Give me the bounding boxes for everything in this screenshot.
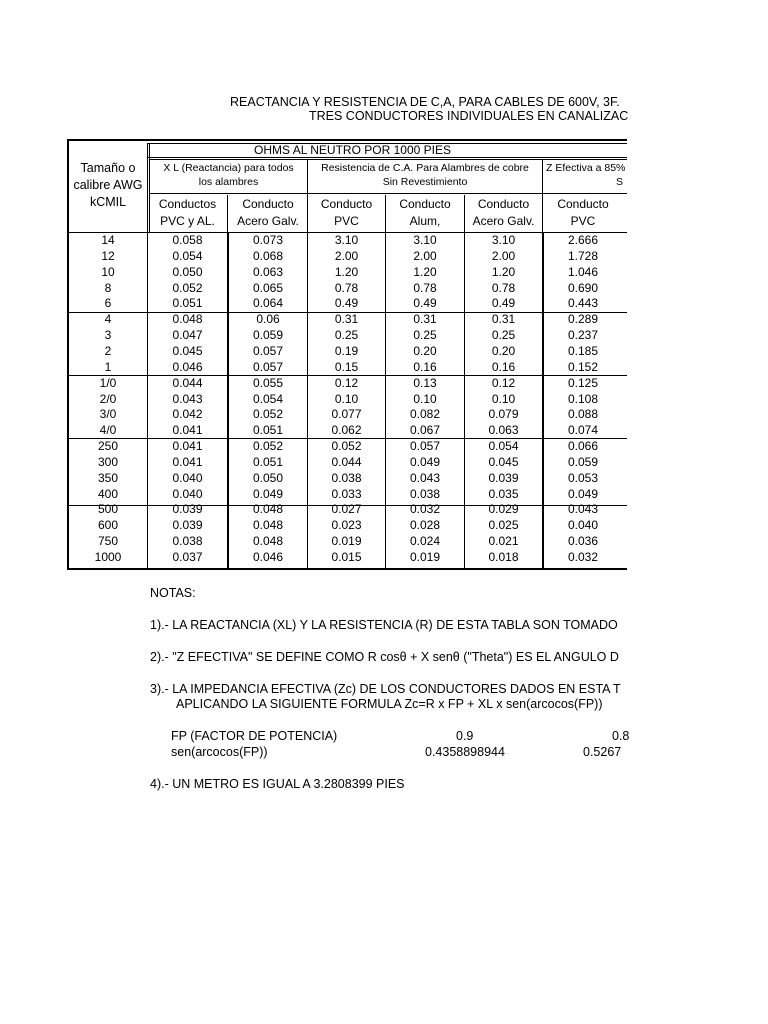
fp-value-1: 0.9 <box>456 729 474 743</box>
table-cell: 3.10 <box>491 233 516 247</box>
note-2: 2).- "Z EFECTIVA" SE DEFINE COMO R cosθ + X senθ ("Theta") ES EL ANGULO D <box>150 650 619 664</box>
size-cell: 1 <box>104 359 112 374</box>
table-cell: 0.063 <box>488 423 519 438</box>
size-cell: 250 <box>97 439 119 454</box>
size-cell: 4/0 <box>99 423 117 438</box>
table-cell: 0.038 <box>331 470 362 485</box>
note-4: 4).- UN METRO ES IGUAL A 3.2808399 PIES <box>150 777 405 791</box>
table-cell: 0.039 <box>172 518 203 533</box>
fp-label: FP (FACTOR DE POTENCIA) <box>171 729 338 743</box>
column-header: Conducto PVC <box>557 197 609 228</box>
table-cell: 0.055 <box>252 375 284 390</box>
size-cell: 3 <box>104 328 112 343</box>
document-subtitle: TRES CONDUCTORES INDIVIDUALES EN CANALIZAC <box>309 109 629 123</box>
size-cell: 14 <box>101 233 115 247</box>
size-cell: 8 <box>104 280 112 295</box>
table-cell: 0.10 <box>491 391 516 406</box>
table-cell: 0.067 <box>409 423 441 438</box>
table-cell: 0.048 <box>252 518 284 533</box>
table-cell: 0.057 <box>252 359 284 374</box>
table-cell: 0.054 <box>252 391 284 406</box>
table-cell: 0.062 <box>331 423 362 438</box>
table-cell: 0.25 <box>334 328 359 343</box>
table-cell: 0.082 <box>409 407 441 422</box>
table-cell: 1.20 <box>334 264 359 279</box>
table-cell: 0.06 <box>256 312 280 327</box>
column-header: Conducto Acero Galv. <box>472 197 535 228</box>
size-cell: 750 <box>97 534 119 549</box>
notes-heading: NOTAS: <box>150 586 196 600</box>
table-cell: 2.00 <box>334 248 359 263</box>
table-cell: 0.035 <box>488 486 519 501</box>
table-cell: 0.047 <box>172 328 203 343</box>
fp-value-2: 0.8 <box>612 729 630 743</box>
table-cell: 0.043 <box>567 502 599 517</box>
table-cell: 0.048 <box>252 534 284 549</box>
table-cell: 0.048 <box>172 312 203 327</box>
table-cell: 0.052 <box>252 439 284 454</box>
table-cell: 0.040 <box>172 470 203 485</box>
table-cell: 1.20 <box>413 264 437 279</box>
table-cell: 0.185 <box>567 343 599 358</box>
group-header-reactance: X L (Reactancia) para todos los alambres <box>163 162 294 188</box>
table-cell: 0.054 <box>488 439 519 454</box>
table-cell: 0.052 <box>252 407 284 422</box>
group-header-resistance: Resistencia de C.A. Para Alambres de cobre Sin Revestimiento <box>321 162 529 188</box>
table-cell: 0.10 <box>413 391 437 406</box>
table-cell: 0.040 <box>172 486 203 501</box>
table-cell: 0.048 <box>252 502 284 517</box>
table-cell: 0.049 <box>252 486 284 501</box>
size-cell: 1000 <box>94 550 122 564</box>
column-header: Conductos PVC y AL. <box>158 197 217 228</box>
table-cell: 0.088 <box>567 407 599 422</box>
table-cell: 2.00 <box>413 248 437 263</box>
table-cell: 0.033 <box>331 486 362 501</box>
table-cell: 0.050 <box>172 264 203 279</box>
size-cell: 500 <box>97 502 119 517</box>
size-cell: 12 <box>101 248 115 263</box>
table-cell: 0.78 <box>334 280 359 295</box>
table-cell: 0.108 <box>567 391 599 406</box>
table-cell: 0.015 <box>331 550 362 564</box>
table-cell: 0.059 <box>252 328 284 343</box>
size-cell: 1/0 <box>99 375 117 390</box>
table-cell: 0.16 <box>491 359 516 374</box>
table-cell: 0.066 <box>567 439 599 454</box>
table-cell: 0.050 <box>252 470 284 485</box>
table-cell: 0.690 <box>567 280 599 295</box>
table-cell: 0.021 <box>488 534 519 549</box>
table-cell: 1.046 <box>567 264 599 279</box>
table-cell: 0.036 <box>567 534 599 549</box>
table-cell: 0.054 <box>172 248 203 263</box>
table-cell: 0.049 <box>409 454 441 469</box>
table-cell: 0.16 <box>413 359 437 374</box>
size-cell: 300 <box>97 454 119 469</box>
table-cell: 0.052 <box>331 439 362 454</box>
table-cell: 0.065 <box>252 280 284 295</box>
table-cell: 0.13 <box>413 375 437 390</box>
size-cell: 350 <box>97 470 119 485</box>
column-header: Conducto Acero Galv. <box>237 197 299 228</box>
size-cell: 400 <box>97 486 119 501</box>
table-cell: 2.666 <box>567 233 599 247</box>
table-cell: 0.049 <box>567 486 599 501</box>
table-cell: 0.043 <box>409 470 441 485</box>
table-cell: 0.025 <box>488 518 519 533</box>
table-cell: 0.073 <box>252 233 284 247</box>
size-cell: 2/0 <box>99 391 117 406</box>
table-cell: 0.046 <box>172 359 203 374</box>
table-cell: 0.079 <box>488 407 519 422</box>
sen-label: sen(arcocos(FP)) <box>171 745 268 759</box>
table-cell: 0.31 <box>491 312 516 327</box>
table-cell: 2.00 <box>491 248 516 263</box>
table-cell: 0.074 <box>567 423 599 438</box>
table-cell: 3.10 <box>413 233 437 247</box>
table-cell: 0.041 <box>172 454 203 469</box>
table-cell: 0.038 <box>409 486 441 501</box>
table-cell: 0.068 <box>252 248 284 263</box>
table-cell: 0.49 <box>491 296 516 311</box>
table-cell: 0.057 <box>409 439 441 454</box>
table-cell: 0.045 <box>488 454 519 469</box>
table-cell: 0.49 <box>413 296 437 311</box>
size-header: Tamaño o calibre AWG kCMIL <box>73 161 143 209</box>
table-cell: 0.31 <box>413 312 437 327</box>
table-cell: 0.038 <box>172 534 203 549</box>
table-cell: 0.057 <box>252 343 284 358</box>
table-cell: 0.12 <box>491 375 516 390</box>
ohms-header: OHMS AL NEUTRO POR 1000 PIES <box>254 143 451 157</box>
size-cell: 3/0 <box>99 407 117 422</box>
table-cell: 1.728 <box>567 248 599 263</box>
table-cell: 0.041 <box>172 439 203 454</box>
table-cell: 0.032 <box>409 502 441 517</box>
document-title: REACTANCIA Y RESISTENCIA DE C,A, PARA CABLES DE 600V, 3F. <box>230 95 620 109</box>
table-cell: 0.31 <box>334 312 359 327</box>
column-header: Conducto PVC <box>320 197 373 228</box>
table-cell: 1.20 <box>491 264 516 279</box>
table-cell: 0.027 <box>331 502 362 517</box>
table-cell: 0.064 <box>252 296 284 311</box>
table-cell: 0.063 <box>252 264 284 279</box>
table-cell: 0.028 <box>409 518 441 533</box>
table-cell: 0.018 <box>488 550 519 564</box>
table-cell: 0.044 <box>172 375 203 390</box>
table-cell: 0.023 <box>331 518 362 533</box>
table-cell: 0.125 <box>567 375 599 390</box>
column-header: Conducto Alum, <box>399 197 451 228</box>
table-cell: 0.20 <box>413 343 437 358</box>
table-cell: 0.043 <box>172 391 203 406</box>
table-cell: 0.443 <box>567 296 599 311</box>
size-cell: 600 <box>97 518 119 533</box>
group-header-z-efectiva: Z Efectiva a 85% S <box>546 162 626 188</box>
table-cell: 0.053 <box>567 470 599 485</box>
table-cell: 0.25 <box>491 328 516 343</box>
table-cell: 0.49 <box>334 296 359 311</box>
table-cell: 0.046 <box>252 550 284 564</box>
table-cell: 0.237 <box>567 328 599 343</box>
table-cell: 0.12 <box>334 375 359 390</box>
size-cell: 2 <box>104 343 112 358</box>
size-cell: 4 <box>104 312 112 327</box>
table-cell: 0.041 <box>172 423 203 438</box>
table-cell: 0.058 <box>172 233 203 247</box>
table-cell: 0.040 <box>567 518 599 533</box>
table-cell: 0.077 <box>331 407 362 422</box>
size-cell: 10 <box>101 264 115 279</box>
table-cell: 0.78 <box>413 280 437 295</box>
table-cell: 0.051 <box>172 296 203 311</box>
table-cell: 0.024 <box>409 534 441 549</box>
table-cell: 0.051 <box>252 454 284 469</box>
table-cell: 0.78 <box>491 280 516 295</box>
table-cell: 0.059 <box>567 454 599 469</box>
table-cell: 0.045 <box>172 343 203 358</box>
table-cell: 0.042 <box>172 407 203 422</box>
table-cell: 0.029 <box>488 502 519 517</box>
note-3-formula: APLICANDO LA SIGUIENTE FORMULA Zc=R x FP + XL x sen(arcocos(FP)) <box>176 697 603 711</box>
size-cell: 6 <box>104 296 112 311</box>
table-cell: 0.032 <box>567 550 599 564</box>
table-cell: 0.25 <box>413 328 437 343</box>
table-cell: 0.052 <box>172 280 203 295</box>
table-cell: 0.039 <box>172 502 203 517</box>
table-cell: 0.051 <box>252 423 284 438</box>
table-cell: 0.289 <box>567 312 599 327</box>
sen-value-1: 0.4358898944 <box>425 745 505 759</box>
table-cell: 0.037 <box>172 550 203 564</box>
table-cell: 0.20 <box>491 343 516 358</box>
table-cell: 3.10 <box>334 233 359 247</box>
table-cell: 0.044 <box>331 454 362 469</box>
table-cell: 0.039 <box>488 470 519 485</box>
table-cell: 0.019 <box>331 534 362 549</box>
note-1: 1).- LA REACTANCIA (XL) Y LA RESISTENCIA (R) DE ESTA TABLA SON TOMADO <box>150 618 618 632</box>
table-cell: 0.19 <box>334 343 359 358</box>
table-cell: 0.10 <box>334 391 359 406</box>
sen-value-2: 0.5267 <box>583 745 622 759</box>
note-3: 3).- LA IMPEDANCIA EFECTIVA (Zc) DE LOS CONDUCTORES DADOS EN ESTA T <box>150 682 621 696</box>
table-cell: 0.15 <box>334 359 359 374</box>
table-cell: 0.152 <box>567 359 599 374</box>
table-cell: 0.019 <box>409 550 441 564</box>
